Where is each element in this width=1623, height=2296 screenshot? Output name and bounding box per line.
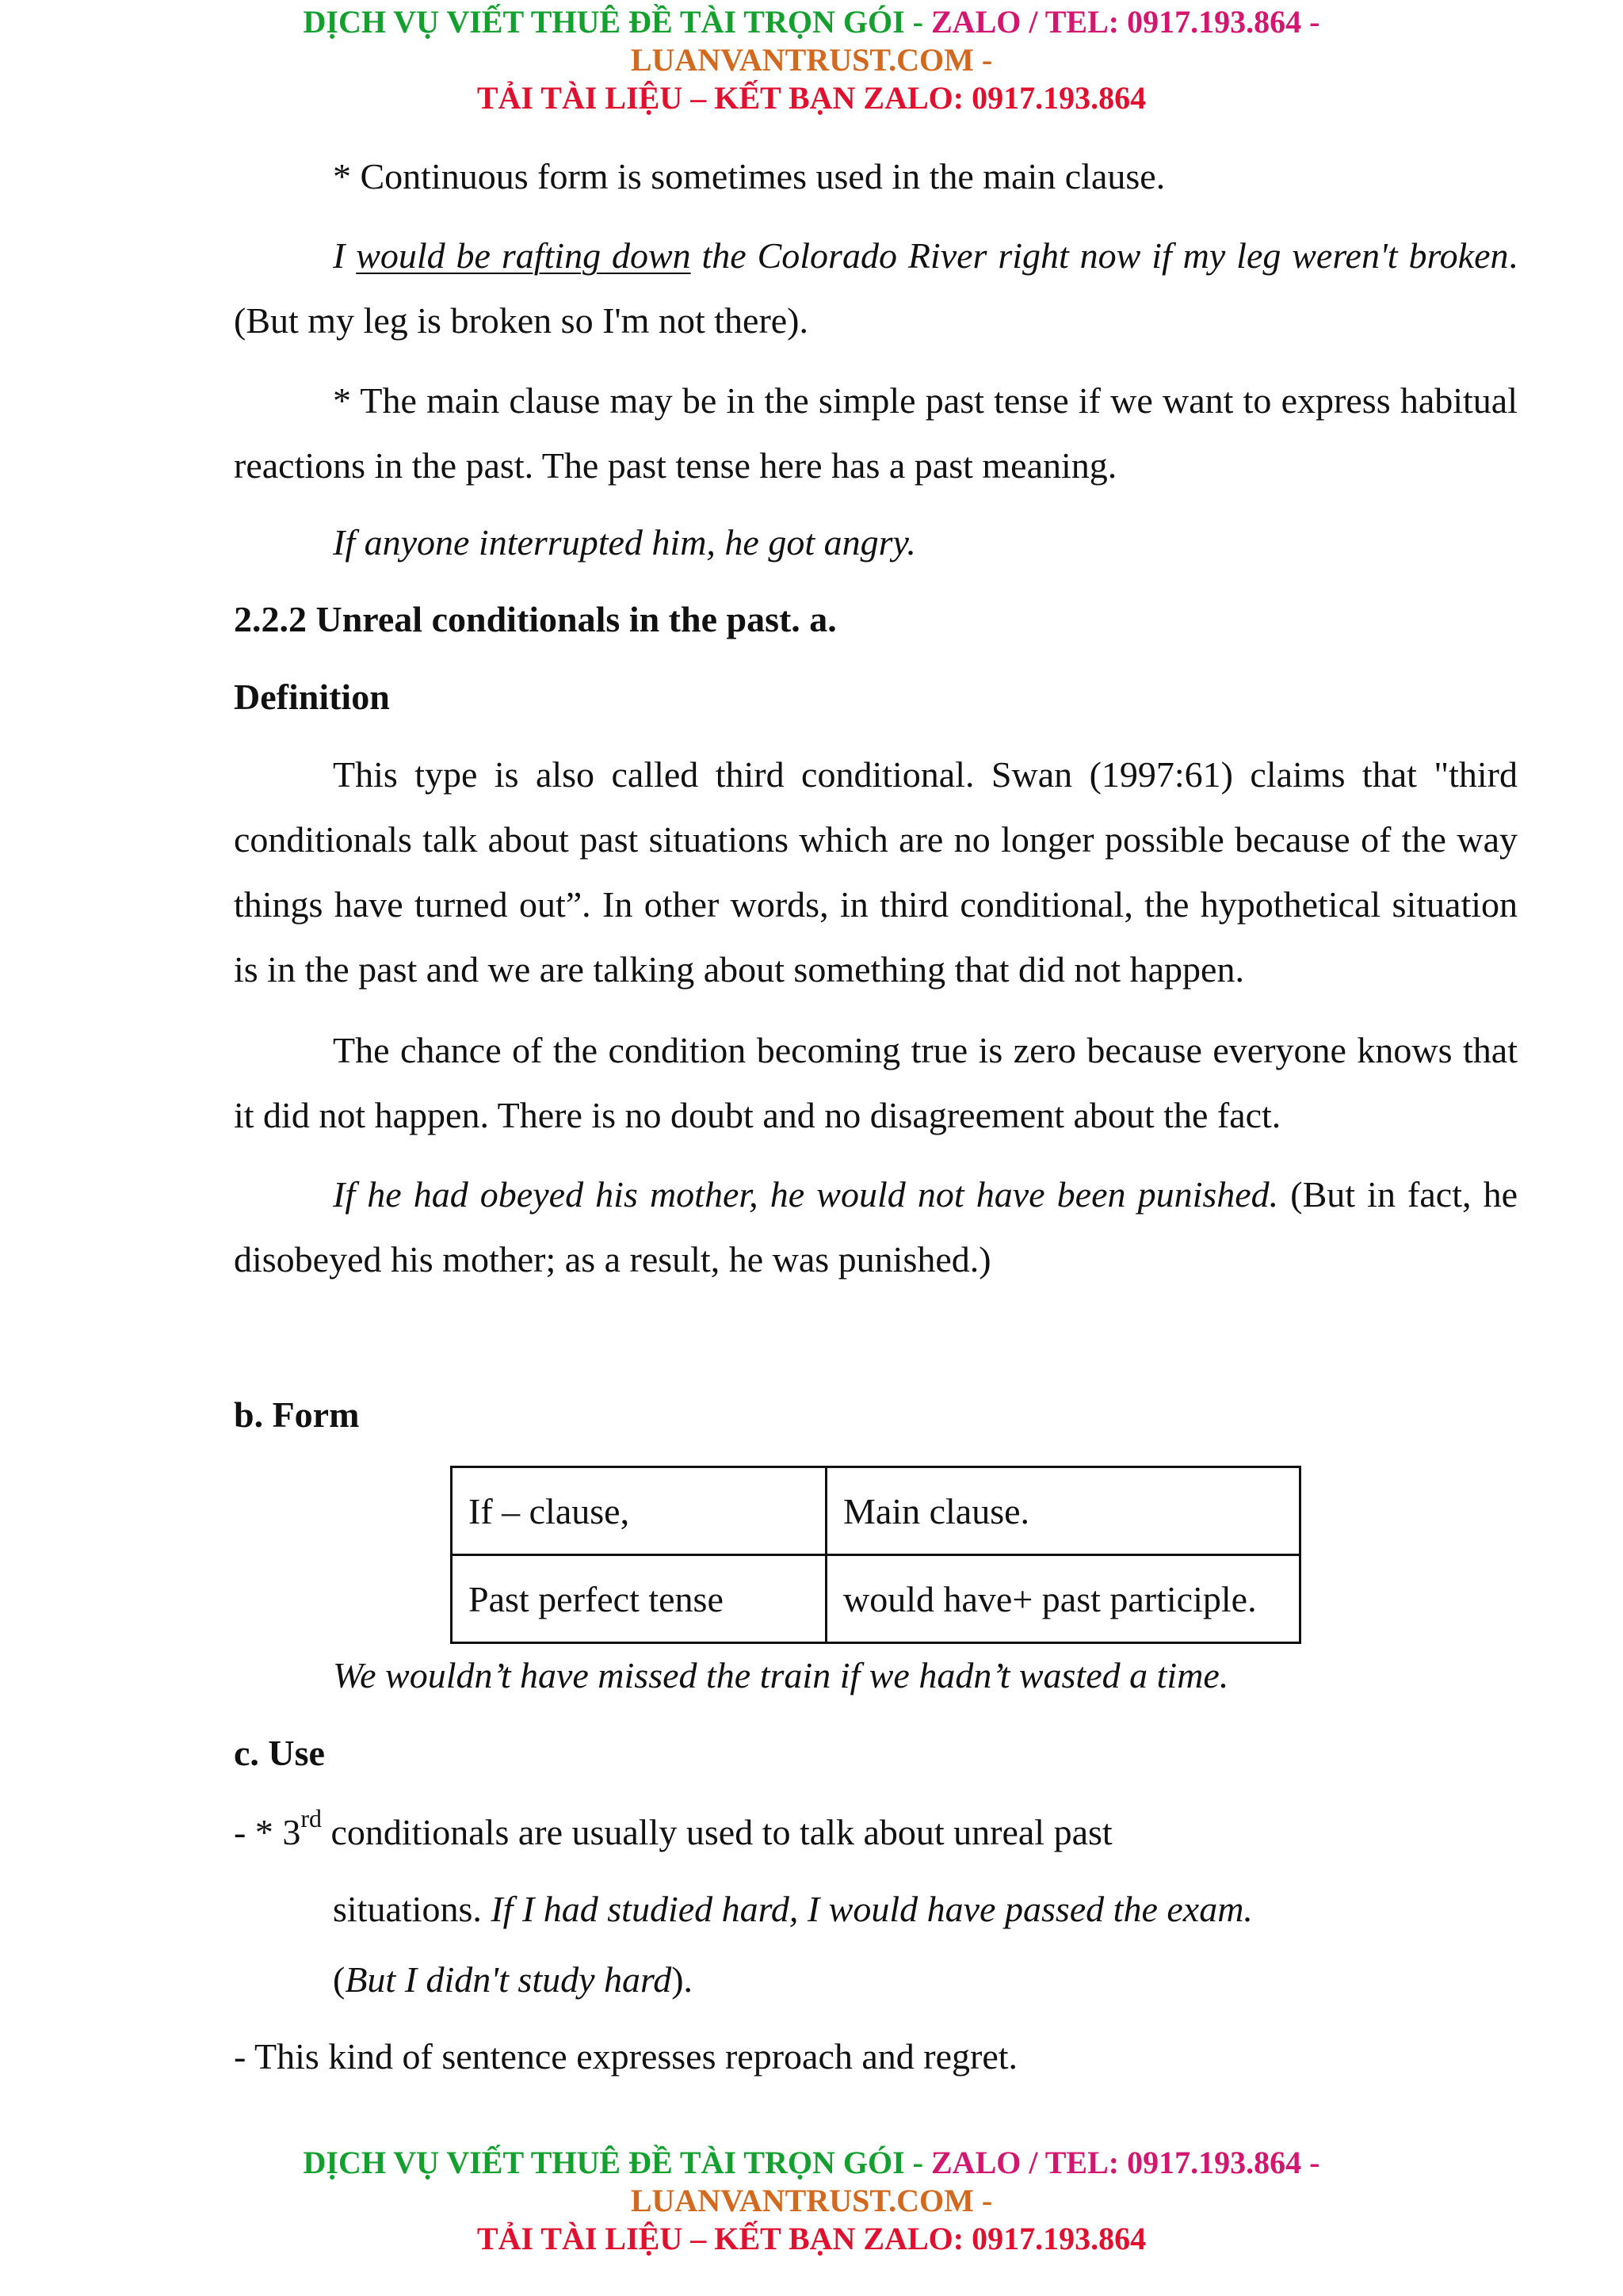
example-obeyed: If he had obeyed his mother, he would not have been punished. (But in fact, he disobeyed his mother; as a result, he was punished.) xyxy=(234,1174,1518,1280)
footer-line-1: DỊCH VỤ VIẾT THUÊ ĐỀ TÀI TRỌN GÓI - ZALO / TEL: 0917.193.864 - xyxy=(303,2145,1320,2180)
table-row xyxy=(452,1555,1300,1643)
table-cell: Past perfect tense xyxy=(452,1555,827,1643)
heading-definition: Definition xyxy=(234,677,390,717)
use-point-2: - This kind of sentence expresses reproach and regret. xyxy=(234,2036,1018,2077)
definition-paragraph-2: The chance of the condition becoming true is zero because everyone knows that it did not happen. There is no doubt and no disagreement about the fact. xyxy=(234,1030,1518,1135)
heading-use: c. Use xyxy=(234,1733,325,1773)
footer-line-3: TẢI TÀI LIỆU – KẾT BẠN ZALO: 0917.193.864 xyxy=(476,2221,1147,2256)
form-table xyxy=(450,1466,1301,1644)
definition-paragraph-1: This type is also called third conditional. Swan (1997:61) claims that "third conditionals talk about past situations which are no longer possible because of the way things have turned out”. In other words, in third conditional, the hypothetical situation is in the past and we are talking about something that did not happen. xyxy=(234,754,1518,990)
header-line-3: TẢI TÀI LIỆU – KẾT BẠN ZALO: 0917.193.864 xyxy=(476,80,1147,116)
continuous-note: * Continuous form is sometimes used in the main clause. xyxy=(333,156,1166,196)
footer-line-2: LUANVANTRUST.COM - xyxy=(630,2183,993,2218)
page-footer-banner xyxy=(0,2144,1623,2258)
use-point-1-example: situations. If I had studied hard, I would have passed the exam. xyxy=(333,1889,1253,1929)
use-point-1-note: (But I didn't study hard). xyxy=(333,1959,693,2000)
example-rafting: I would be rafting down the Colorado River right now if my leg weren't broken. (But my leg is broken so I'm not there). xyxy=(234,235,1518,341)
heading-form: b. Form xyxy=(234,1394,360,1435)
example-train: We wouldn’t have missed the train if we hadn’t wasted a time. xyxy=(333,1655,1229,1695)
simple-past-note: * The main clause may be in the simple past tense if we want to express habitual reactions in the past. The past tense here has a past meaning. xyxy=(234,380,1518,486)
table-cell: If – clause, xyxy=(452,1467,827,1555)
table-cell: Main clause. xyxy=(827,1467,1300,1555)
use-point-1: - * 3rd conditionals are usually used to talk about unreal past xyxy=(234,1804,1113,1852)
table-cell: would have+ past participle. xyxy=(827,1555,1300,1643)
example-interrupted: If anyone interrupted him, he got angry. xyxy=(333,522,916,563)
table-row xyxy=(452,1467,1300,1555)
header-line-2: LUANVANTRUST.COM - xyxy=(630,42,993,78)
header-line-1: DỊCH VỤ VIẾT THUÊ ĐỀ TÀI TRỌN GÓI - ZALO / TEL: 0917.193.864 - xyxy=(303,4,1320,40)
heading-unreal-past: 2.2.2 Unreal conditionals in the past. a. xyxy=(234,599,837,639)
